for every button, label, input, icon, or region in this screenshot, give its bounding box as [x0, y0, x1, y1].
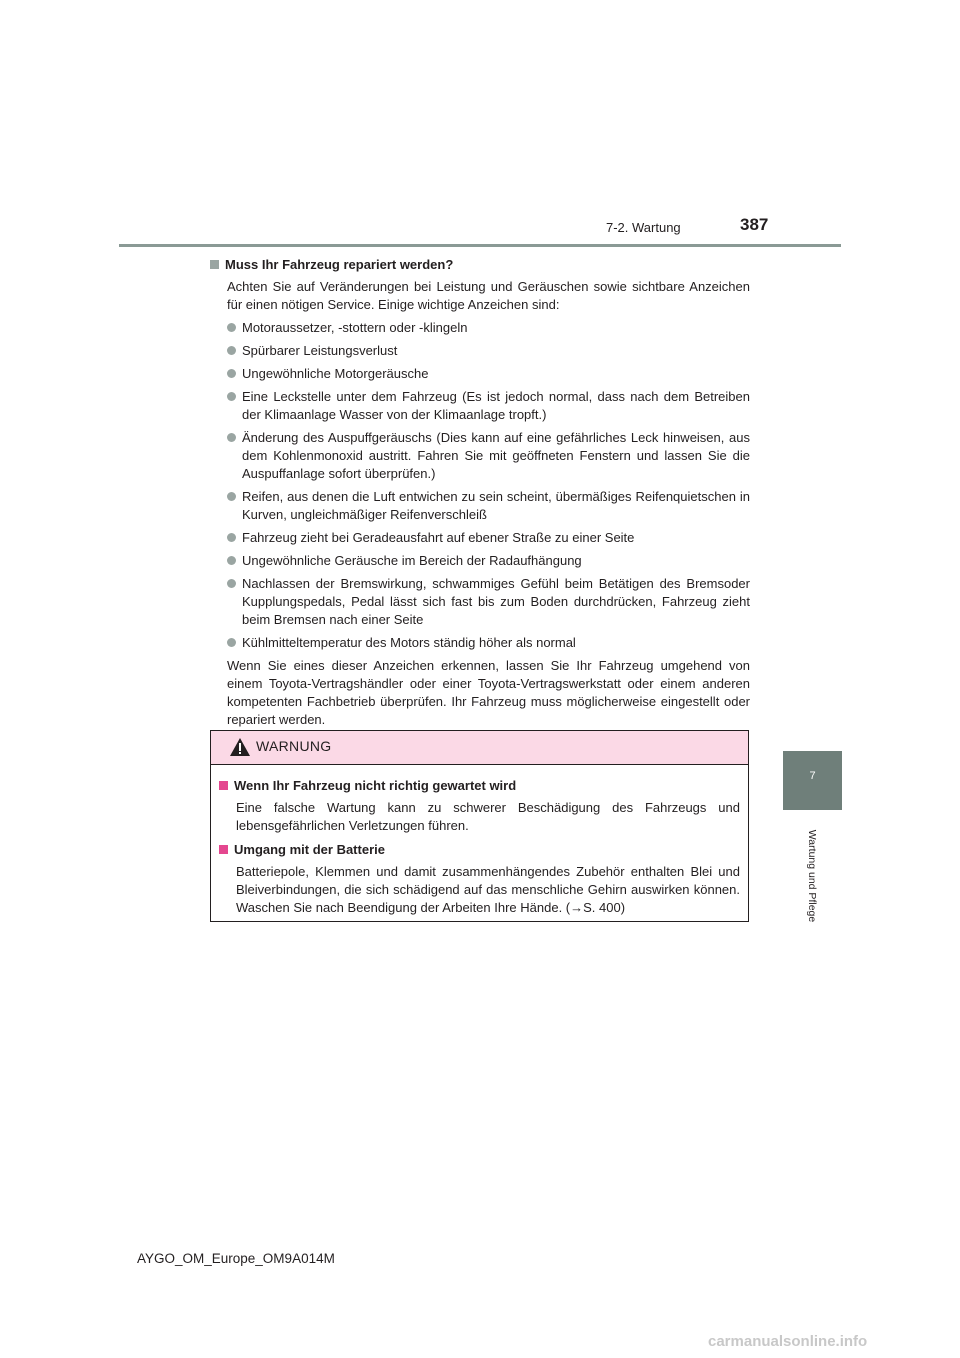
- list-item: Ungewöhnliche Motorgeräusche: [227, 365, 750, 383]
- footer-doc-id: AYGO_OM_Europe_OM9A014M: [137, 1251, 335, 1266]
- list-item: Kühlmitteltemperatur des Motors ständig höher als normal: [227, 634, 750, 652]
- warning-item-text: Eine falsche Wartung kann zu schwerer Beschädigung des Fahrzeugs und lebensgefährlichen Verletzungen führen.: [236, 800, 740, 833]
- warning-body: [211, 765, 748, 917]
- list-item: Spürbarer Leistungsverlust: [227, 342, 750, 360]
- bullet-dot-icon: [227, 346, 236, 355]
- outro-paragraph: Wenn Sie eines dieser Anzeichen erkennen, lassen Sie Ihr Fahrzeug umgehend von einem Toyota-Vertragshändler oder einer Toyota-Vertragswerkstatt oder einem anderen kompetenten Fachbetrieb überprüfen. Ihr Fahrzeug muss möglicherweise eingestellt oder repariert werden.: [227, 658, 750, 727]
- header-rule: [119, 244, 841, 247]
- chapter-label: Wartung und Pflege: [806, 829, 818, 923]
- bullet-dot-icon: [227, 638, 236, 647]
- chapter-number: 7: [809, 770, 816, 782]
- warning-item-text: Batteriepole, Klemmen und damit zusammenhängendes Zubehör enthalten Blei und Bleiverbindungen, die sich schädigend auf das menschliche Gehirn auswirken können. Waschen Sie nach Beendigung der Arbeiten Ihre Hände. (→S. 400): [236, 864, 740, 915]
- bullet-dot-icon: [227, 533, 236, 542]
- bullet-dot-icon: [227, 369, 236, 378]
- page-number: 387: [740, 215, 769, 234]
- bullet-dot-icon: [227, 323, 236, 332]
- watermark: carmanualsonline.info: [708, 1333, 868, 1350]
- header-section-title: 7-2. Wartung: [606, 220, 681, 235]
- warning-square-icon: [219, 845, 228, 854]
- list-item: Fahrzeug zieht bei Geradeausfahrt auf ebener Straße zu einer Seite: [227, 529, 750, 547]
- list-item: Änderung des Auspuffgeräuschs (Dies kann auf eine gefährliches Leck hinweisen, aus dem Kohlenmonoxid austritt. Fahren Sie mit geöffneten Fenstern und lassen Sie die Auspuffanlage sofort überprüfen.): [227, 429, 750, 483]
- bullet-dot-icon: [227, 556, 236, 565]
- list-item: Motoraussetzer, -stottern oder -klingeln: [227, 319, 750, 337]
- warning-item-heading-row: [219, 841, 740, 859]
- warning-box: [210, 730, 749, 922]
- warning-triangle-icon: [229, 737, 251, 757]
- section-heading-row: [210, 256, 750, 274]
- section-heading: Muss Ihr Fahrzeug repariert werden?: [225, 257, 454, 272]
- list-item: Nachlassen der Bremswirkung, schwammiges Gefühl beim Betätigen des Bremsoder Kupplungspedals, Pedal lässt sich fast bis zum Boden durchdrücken, Fahrzeug zieht beim Bremsen nach einer Seite: [227, 575, 750, 629]
- bullet-dot-icon: [227, 433, 236, 442]
- list-item: Ungewöhnliche Geräusche im Bereich der Radaufhängung: [227, 552, 750, 570]
- list-item: Eine Leckstelle unter dem Fahrzeug (Es ist jedoch normal, dass nach dem Betreiben der Klimaanlage Wasser von der Klimaanlage tropft.): [227, 388, 750, 424]
- warning-item-heading-row: [219, 777, 740, 795]
- warning-title: WARNUNG: [256, 738, 332, 754]
- bullet-dot-icon: [227, 492, 236, 501]
- warning-item-heading: Wenn Ihr Fahrzeug nicht richtig gewartet wird: [234, 778, 517, 793]
- list-item: Reifen, aus denen die Luft entwichen zu sein scheint, übermäßiges Reifenquietschen in Kurven, ungleichmäßiger Reifenverschleiß: [227, 488, 750, 524]
- warning-header: [211, 731, 748, 765]
- main-content: [210, 256, 750, 734]
- warning-square-icon: [219, 781, 228, 790]
- bullet-dot-icon: [227, 579, 236, 588]
- warning-item-heading: Umgang mit der Batterie: [234, 842, 385, 857]
- heading-square-icon: [210, 260, 219, 269]
- intro-paragraph: Achten Sie auf Veränderungen bei Leistung und Geräuschen sowie sichtbare Anzeichen für einen nötigen Service. Einige wichtige Anzeichen sind:: [227, 279, 750, 312]
- bullet-dot-icon: [227, 392, 236, 401]
